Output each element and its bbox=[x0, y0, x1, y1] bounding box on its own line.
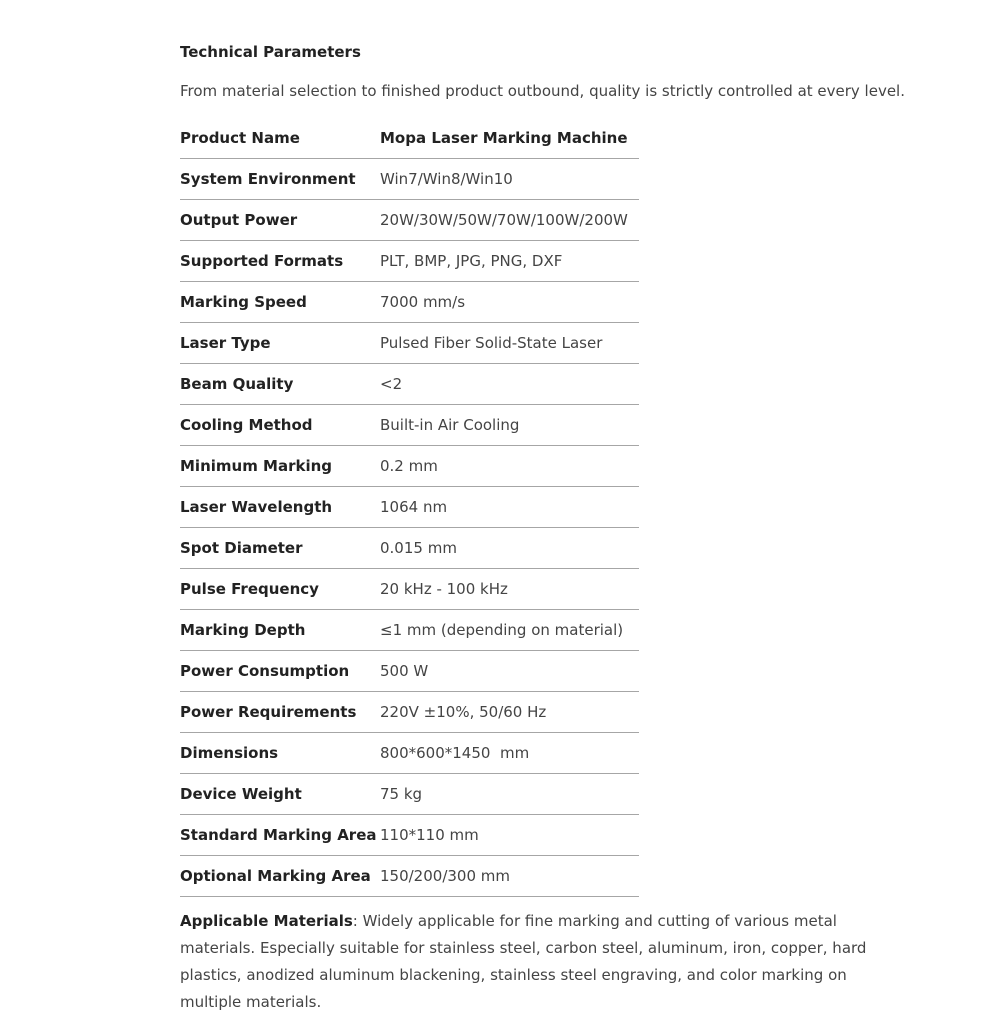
spec-value: 220V ±10%, 50/60 Hz bbox=[380, 692, 639, 733]
spec-value: 20W/30W/50W/70W/100W/200W bbox=[380, 200, 639, 241]
spec-row-pulse-frequency bbox=[180, 569, 639, 610]
spec-value: 20 kHz - 100 kHz bbox=[380, 569, 639, 610]
spec-row-power-consumption bbox=[180, 651, 639, 692]
spec-label: Optional Marking Area bbox=[180, 856, 380, 897]
spec-row-standard-marking-area bbox=[180, 815, 639, 856]
spec-value: ≤1 mm (depending on material) bbox=[380, 610, 639, 651]
spec-row-marking-speed bbox=[180, 282, 639, 323]
spec-label: Power Requirements bbox=[180, 692, 380, 733]
spec-row-device-weight bbox=[180, 774, 639, 815]
spec-row-system-environment bbox=[180, 159, 639, 200]
spec-row-minimum-marking bbox=[180, 446, 639, 487]
spec-row-supported-formats bbox=[180, 241, 639, 282]
spec-label: Output Power bbox=[180, 200, 380, 241]
spec-value: 75 kg bbox=[380, 774, 639, 815]
spec-label: Dimensions bbox=[180, 733, 380, 774]
spec-row-output-power bbox=[180, 200, 639, 241]
spec-label: Spot Diameter bbox=[180, 528, 380, 569]
spec-row-dimensions bbox=[180, 733, 639, 774]
spec-label: Product Name bbox=[180, 118, 380, 159]
spec-row-laser-type bbox=[180, 323, 639, 364]
spec-value: Built-in Air Cooling bbox=[380, 405, 639, 446]
spec-label: Power Consumption bbox=[180, 651, 380, 692]
spec-label: System Environment bbox=[180, 159, 380, 200]
section-title: Technical Parameters bbox=[180, 43, 361, 61]
spec-value: 150/200/300 mm bbox=[380, 856, 639, 897]
spec-value: 800*600*1450 mm bbox=[380, 733, 639, 774]
spec-value: <2 bbox=[380, 364, 639, 405]
spec-label: Cooling Method bbox=[180, 405, 380, 446]
spec-label: Supported Formats bbox=[180, 241, 380, 282]
spec-value: PLT, BMP, JPG, PNG, DXF bbox=[380, 241, 639, 282]
spec-value: 500 W bbox=[380, 651, 639, 692]
applicable-materials-label: Applicable Materials bbox=[180, 912, 353, 930]
spec-label: Pulse Frequency bbox=[180, 569, 380, 610]
spec-row-product-name bbox=[180, 118, 639, 159]
spec-row-marking-depth bbox=[180, 610, 639, 651]
spec-value: 0.2 mm bbox=[380, 446, 639, 487]
spec-value: 7000 mm/s bbox=[380, 282, 639, 323]
spec-label: Laser Wavelength bbox=[180, 487, 380, 528]
spec-label: Device Weight bbox=[180, 774, 380, 815]
spec-row-optional-marking-area bbox=[180, 856, 639, 897]
spec-label: Laser Type bbox=[180, 323, 380, 364]
spec-label: Beam Quality bbox=[180, 364, 380, 405]
spec-row-beam-quality bbox=[180, 364, 639, 405]
section-intro: From material selection to finished product outbound, quality is strictly controlled at every level. bbox=[180, 82, 905, 100]
spec-row-spot-diameter bbox=[180, 528, 639, 569]
spec-row-power-requirements bbox=[180, 692, 639, 733]
technical-parameters-table bbox=[180, 118, 639, 897]
spec-label: Minimum Marking bbox=[180, 446, 380, 487]
spec-value: Mopa Laser Marking Machine bbox=[380, 118, 639, 159]
spec-value: 110*110 mm bbox=[380, 815, 639, 856]
spec-label: Marking Depth bbox=[180, 610, 380, 651]
spec-row-laser-wavelength bbox=[180, 487, 639, 528]
spec-value: 1064 nm bbox=[380, 487, 639, 528]
spec-label: Marking Speed bbox=[180, 282, 380, 323]
spec-value: Pulsed Fiber Solid-State Laser bbox=[380, 323, 639, 364]
spec-label: Standard Marking Area bbox=[180, 815, 380, 856]
spec-value: 0.015 mm bbox=[380, 528, 639, 569]
applicable-materials-text: : Widely applicable for fine marking and cutting of various metal materials. Especially suitable for stainless steel, carbon steel, aluminum, iron, copper, hard plastics, anodized aluminum blackening, stainless steel engraving, and color marking on multiple materials. bbox=[180, 912, 867, 1011]
spec-value: Win7/Win8/Win10 bbox=[380, 159, 639, 200]
spec-row-cooling-method bbox=[180, 405, 639, 446]
